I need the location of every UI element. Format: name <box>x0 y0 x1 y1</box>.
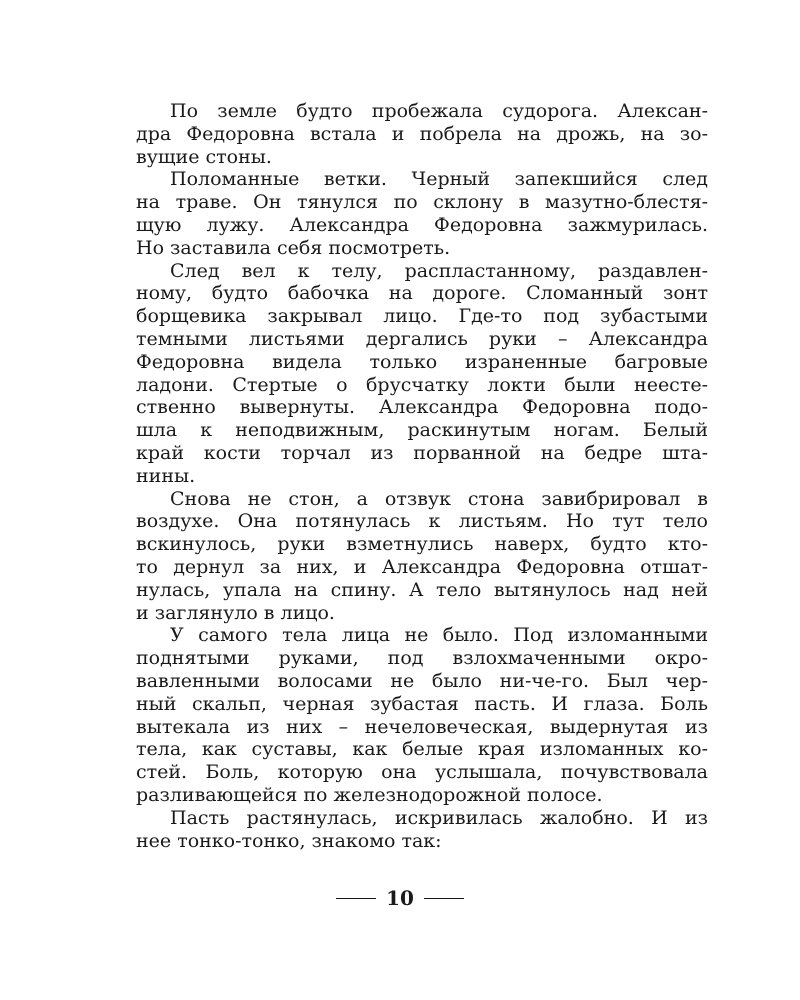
text-line: След вел к телу, распластанному, раздавлен- <box>170 259 708 282</box>
folio-rule-right <box>424 898 464 899</box>
folio-rule-left <box>336 898 376 899</box>
text-line: щую лужу. Александра Федоровна зажмурилась. <box>136 213 708 236</box>
text-line: Но заставила себя посмотреть. <box>136 236 451 259</box>
text-line: ный скальп, черная зубастая пасть. И глаза. Боль <box>136 692 708 715</box>
text-line: разливающейся по железнодорожной полосе. <box>136 783 603 806</box>
text-line: нее тонко-тонко, знакомо так: <box>136 829 442 852</box>
text-line: поднятыми руками, под взлохмаченными окро- <box>136 647 708 670</box>
text-line: Снова не стон, а отзвук стона завибрировал в <box>170 487 708 510</box>
text-line: вущие стоны. <box>136 145 272 168</box>
text-line: вытекала из них – нечеловеческая, выдернутая из <box>136 715 708 738</box>
text-line: на траве. Он тянулся по склону в мазутно-блестя- <box>136 191 708 214</box>
text-line: и заглянуло в лицо. <box>136 601 335 624</box>
text-line: воздухе. Она потянулась к листьям. Но тут тело <box>136 510 708 533</box>
text-line: Федоровна видела только израненные багровые <box>136 350 708 373</box>
text-line: край кости торчал из порванной на бедре шта- <box>136 441 708 464</box>
book-page-text <box>136 100 708 852</box>
text-line: ственно вывернуты. Александра Федоровна подо- <box>136 396 708 419</box>
page-number: 10 <box>386 886 414 910</box>
text-line: то дернул за них, и Александра Федоровна отшат- <box>136 555 708 578</box>
text-line: нулась, упала на спину. А тело вытянулось над ней <box>136 578 708 601</box>
text-line: борщевика закрывал лицо. Где-то под зубастыми <box>136 305 708 328</box>
page-folio <box>0 886 800 910</box>
text-line: Пасть растянулась, искривилась жалобно. И из <box>170 806 708 829</box>
text-line: темными листьями дергались руки – Александра <box>136 327 708 350</box>
text-line: тела, как суставы, как белые края изломанных ко- <box>136 738 708 761</box>
text-line: стей. Боль, которую она услышала, почувствовала <box>136 761 708 784</box>
text-line: шла к неподвижным, раскинутым ногам. Белый <box>136 419 708 442</box>
text-line: У самого тела лица не было. Под изломанными <box>170 624 708 647</box>
text-line: дра Федоровна встала и побрела на дрожь, на зо- <box>136 122 708 145</box>
text-line: нины. <box>136 464 196 487</box>
text-line: ладони. Стертые о брусчатку локти были неесте- <box>136 373 708 396</box>
text-line: По земле будто пробежала судорога. Алексан- <box>170 100 708 122</box>
text-line: ному, будто бабочка на дороге. Сломанный зонт <box>136 282 708 305</box>
text-line: вскинулось, руки взметнулись наверх, будто кто- <box>136 533 708 556</box>
text-line: Поломанные ветки. Черный запекшийся след <box>170 168 708 191</box>
text-line: вавленными волосами не было ни-че-го. Был чер- <box>136 669 708 692</box>
